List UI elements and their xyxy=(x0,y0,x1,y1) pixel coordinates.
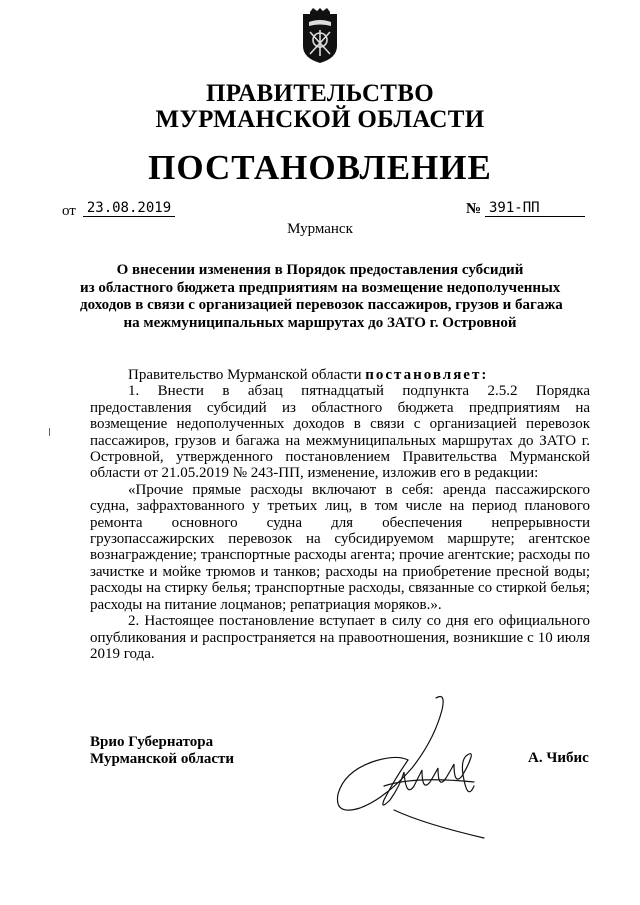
murmansk-coat-of-arms-icon xyxy=(301,8,339,64)
signatory-position xyxy=(90,734,234,768)
title-line: на межмуниципальных маршрутах до ЗАТО г. Островной xyxy=(123,314,517,331)
title-line: доходов в связи с организацией перевозок пассажиров, грузов и багажа xyxy=(80,297,563,313)
intro-text: Правительство Мурманской области xyxy=(128,367,362,383)
city-name: Мурманск xyxy=(287,221,353,237)
document-number: 391-ПП xyxy=(485,200,585,217)
intro-paragraph xyxy=(90,367,590,383)
item-2-paragraph: 2. Настоящее постановление вступает в силу со дня его официального опубликования и распространяется на правоотношения, возникшие с 10 июля 2019 года. xyxy=(90,613,590,662)
document-date: 23.08.2019 xyxy=(83,200,175,217)
title-line: О внесении изменения в Порядок предоставления субсидий xyxy=(116,262,524,278)
date-prefix: от xyxy=(62,203,76,219)
item-1-paragraph: 1. Внести в абзац пятнадцатый подпункта 2.5.2 Порядка предоставления субсидий из областного бюджета предприятиям на возмещение недополученных доходов в связи с организацией перевозок пассажиров, грузов и багажа на межмуниципальных маршрутах до ЗАТО г. Островной, утвержденного постановлением Правительства Мурманской области от 21.05.2019 № 243-ПП, изменение, изложив его в редакции: xyxy=(90,383,590,482)
resolves-keyword: постановляет: xyxy=(365,367,489,383)
position-line1: Врио Губернатора xyxy=(90,734,214,750)
handwritten-signature xyxy=(324,690,488,840)
title-line: из областного бюджета предприятиям на возмещение недополученных xyxy=(80,279,561,296)
signatory-name: А. Чибис xyxy=(528,750,589,766)
government-name-line2: МУРМАНСКОЙ ОБЛАСТИ xyxy=(155,106,485,133)
position-line2: Мурманской области xyxy=(90,751,235,767)
document-type-heading: ПОСТАНОВЛЕНИЕ xyxy=(148,148,492,187)
document-title xyxy=(80,262,563,332)
number-prefix: № xyxy=(466,201,482,217)
margin-mark xyxy=(48,428,51,436)
document-body xyxy=(90,367,590,662)
government-name-line1: ПРАВИТЕЛЬСТВО xyxy=(206,80,434,107)
quote-paragraph: «Прочие прямые расходы включают в себя: аренда пассажирского судна, зафрахтованного у третьих лиц, в том числе на период планового ремонта основного судна для обеспечения непрерывности грузопассажирских перевозок на субсидируемом маршруте; агентское вознаграждение; транспортные расходы агента; прочие агентские; расходы по зачистке и мойке трюмов и танков; расходы на приобретение пресной воды; расходы на стирку белья; транспортные расходы, связанные со стиркой белья; расходы на питание лоцманов; репатриация моряков.». xyxy=(90,481,590,613)
